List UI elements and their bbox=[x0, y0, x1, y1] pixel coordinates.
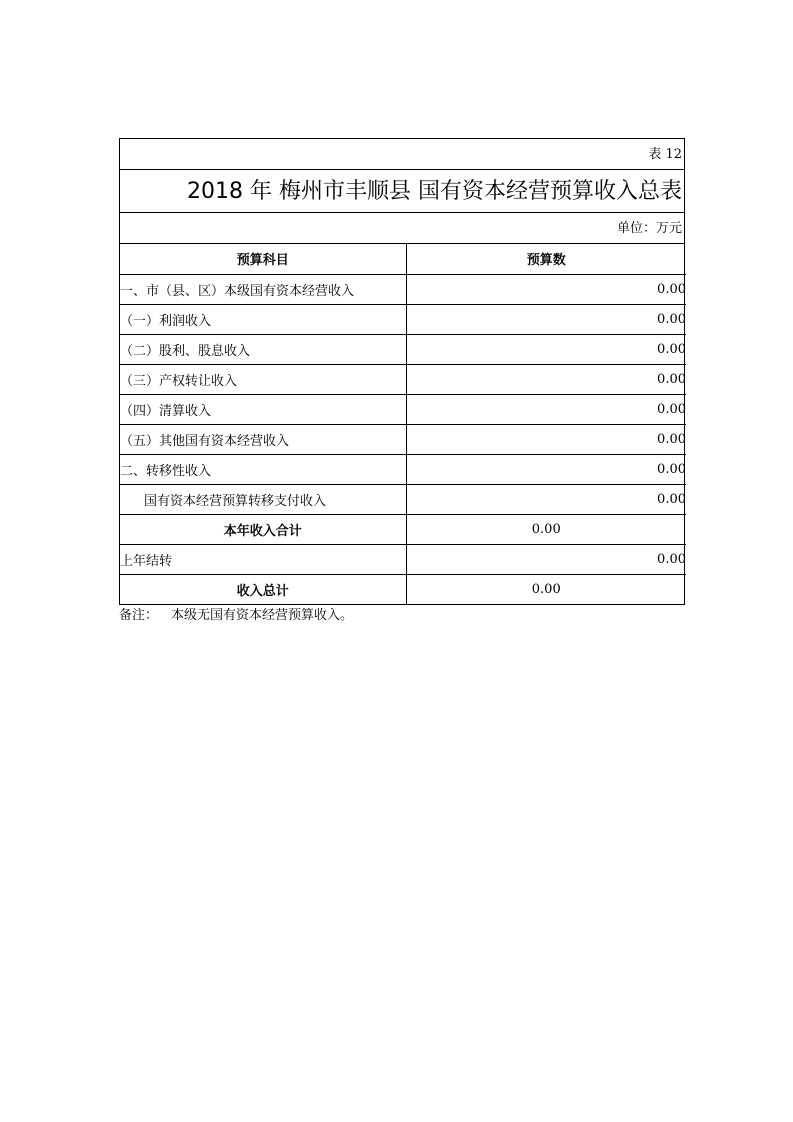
table-row bbox=[120, 364, 686, 394]
budget-sheet bbox=[119, 138, 686, 624]
row-amount: 0.00 bbox=[406, 394, 686, 424]
footnote-label: 备注： bbox=[119, 608, 159, 623]
table-header-row bbox=[120, 244, 686, 274]
subtotal-row bbox=[120, 514, 686, 544]
budget-table bbox=[120, 244, 686, 604]
footnote bbox=[119, 608, 686, 624]
row-subject: （三）产权转让收入 bbox=[120, 364, 406, 394]
row-subject: 上年结转 bbox=[120, 544, 406, 574]
unit-label: 单位：万元 bbox=[120, 213, 684, 244]
subtotal-label: 本年收入合计 bbox=[120, 514, 406, 544]
row-amount: 0.00 bbox=[406, 544, 686, 574]
column-header-subject: 预算科目 bbox=[120, 244, 406, 274]
column-header-amount: 预算数 bbox=[406, 244, 686, 274]
row-amount: 0.00 bbox=[406, 424, 686, 454]
table-row bbox=[120, 544, 686, 574]
total-label: 收入总计 bbox=[120, 574, 406, 604]
row-subject: 一、市（县、区）本级国有资本经营收入 bbox=[120, 274, 406, 304]
row-subject: 二、转移性收入 bbox=[120, 454, 406, 484]
row-subject: 国有资本经营预算转移支付收入 bbox=[120, 484, 406, 514]
table-row bbox=[120, 484, 686, 514]
row-amount: 0.00 bbox=[406, 484, 686, 514]
row-subject: （五）其他国有资本经营收入 bbox=[120, 424, 406, 454]
table-row bbox=[120, 424, 686, 454]
row-amount: 0.00 bbox=[406, 454, 686, 484]
row-amount: 0.00 bbox=[406, 274, 686, 304]
row-amount: 0.00 bbox=[406, 304, 686, 334]
table-row bbox=[120, 274, 686, 304]
row-amount: 0.00 bbox=[406, 364, 686, 394]
total-row bbox=[120, 574, 686, 604]
table-row bbox=[120, 304, 686, 334]
page-title: 2018 年 梅州市丰顺县 国有资本经营预算收入总表 bbox=[120, 170, 684, 213]
row-subject: （一）利润收入 bbox=[120, 304, 406, 334]
table-row bbox=[120, 394, 686, 424]
table-row bbox=[120, 334, 686, 364]
footnote-text: 本级无国有资本经营预算收入。 bbox=[171, 608, 354, 623]
table-frame bbox=[119, 138, 685, 605]
subtotal-amount: 0.00 bbox=[406, 514, 686, 544]
row-subject: （四）清算收入 bbox=[120, 394, 406, 424]
table-number: 表 12 bbox=[120, 139, 684, 170]
row-subject: （二）股利、股息收入 bbox=[120, 334, 406, 364]
table-row bbox=[120, 454, 686, 484]
row-amount: 0.00 bbox=[406, 334, 686, 364]
total-amount: 0.00 bbox=[406, 574, 686, 604]
